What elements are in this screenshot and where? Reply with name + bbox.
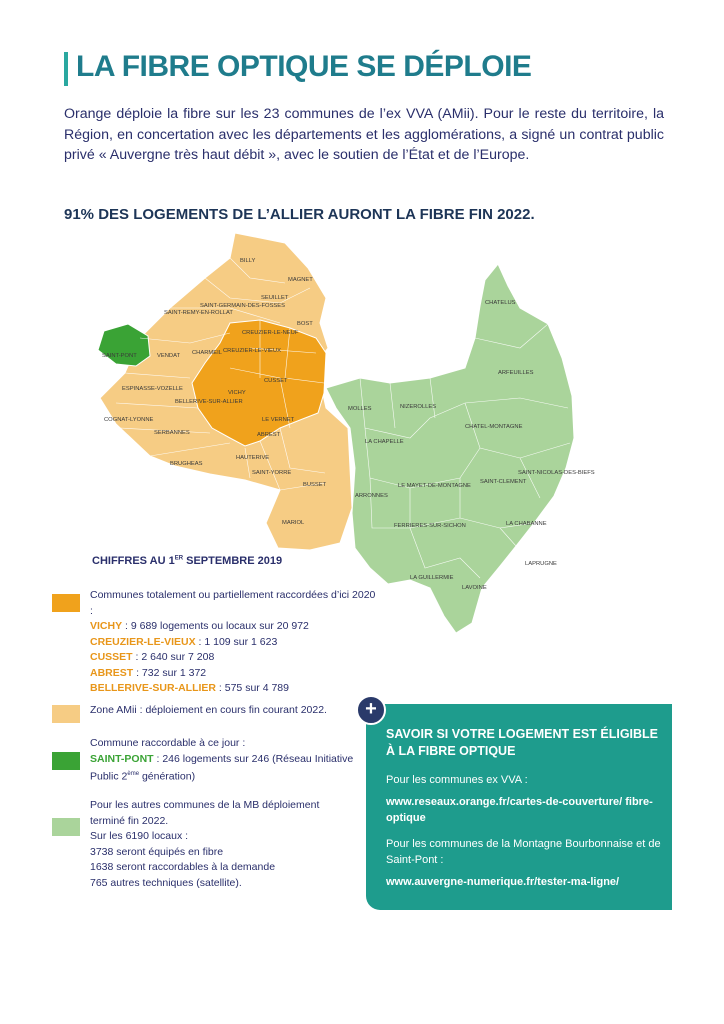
map-label: CHATEL-MONTAGNE <box>465 424 523 430</box>
map-label: SAINT-PONT <box>102 353 137 359</box>
eligibility-box <box>366 704 672 910</box>
map-label: LAVOINE <box>462 585 487 591</box>
map-label: BOST <box>297 321 313 327</box>
map-label: CHATELUS <box>485 300 516 306</box>
map-label: BRUGHEAS <box>170 461 203 467</box>
legend-saint-pont: Commune raccordable à ce jour : SAINT-PONT : 246 logements sur 246 (Réseau Initiative Public 2ème génération) <box>90 737 354 783</box>
map-label: BILLY <box>240 258 256 264</box>
map-label: LA CHABANNE <box>506 521 547 527</box>
plus-icon: + <box>356 695 386 725</box>
map-label: CREUZIER-LE-VIEUX <box>223 348 281 354</box>
map-label: CUSSET <box>264 378 288 384</box>
map-label: VICHY <box>228 390 246 396</box>
map-label: BUSSET <box>303 482 327 488</box>
eligibility-title: SAVOIR SI VOTRE LOGEMENT EST ÉLIGIBLE À LA FIBRE OPTIQUE <box>386 727 659 758</box>
vva-label: Pour les communes ex VVA : <box>386 774 528 786</box>
map-label: LE VERNET <box>262 417 295 423</box>
map-label: MOLLES <box>348 406 372 412</box>
map-label: SERBANNES <box>154 430 190 436</box>
map-label: ESPINASSE-VOZELLE <box>122 386 183 392</box>
map-label: HAUTERIVE <box>236 455 270 461</box>
vva-link[interactable]: www.reseaux.orange.fr/cartes-de-couverture/ fibre-optique <box>386 796 653 824</box>
map-label: LAPRUGNE <box>525 561 557 567</box>
legend-montagne: Pour les autres communes de la MB déploiement terminé fin 2022. Sur les 6190 locaux : 3738 seront équipés en fibre 1638 seront raccordables à la demande 765 autres techniques (satellite). <box>90 799 320 889</box>
map-label: ARRONNES <box>355 493 388 499</box>
title-accent-bar <box>64 52 68 86</box>
map-label: BELLERIVE-SUR-ALLIER <box>175 399 243 405</box>
legend-raccordees: Communes totalement ou partiellement raccordées d’ici 2020 : VICHY : 9 689 logements ou locaux sur 20 972 CREUZIER-LE-VIEUX : 1 109 sur 1 623 CUSSET : 2 640 sur 7 208 ABREST : 732 sur 1 372 BELLERIVE-SUR-ALLIER : 575 sur 4 789 <box>90 589 376 694</box>
map-label: ARFEUILLES <box>498 370 534 376</box>
map-label: ABREST <box>257 432 281 438</box>
legend-heading: CHIFFRES AU 1ER SEPTEMBRE 2019 <box>92 555 283 567</box>
map-label: COGNAT-LYONNE <box>104 417 154 423</box>
map-label: MAGNET <box>288 277 313 283</box>
legend-swatch-saint-pont <box>52 752 80 770</box>
map-label: SAINT-REMY-EN-ROLLAT <box>164 310 233 316</box>
legend-swatch-raccordees <box>52 594 80 612</box>
map-label: CHARMEIL <box>192 350 222 356</box>
map-label: SAINT-NICOLAS-DES-BIEFS <box>518 470 595 476</box>
legend-swatch-montagne <box>52 818 80 836</box>
map-label: MARIOL <box>282 520 305 526</box>
map-label: NIZEROLLES <box>400 404 437 410</box>
legend-amii: Zone AMii : déploiement en cours fin courant 2022. <box>90 704 327 716</box>
mb-link[interactable]: www.auvergne-numerique.fr/tester-ma-ligne/ <box>386 876 620 888</box>
map-label: SAINT-GERMAIN-DES-FOSSES <box>200 303 286 309</box>
map-label: FERRIERES-SUR-SICHON <box>394 523 466 529</box>
legend-swatch-amii <box>52 705 80 723</box>
commune-map <box>80 228 620 648</box>
map-label: SAINT-CLEMENT <box>480 479 527 485</box>
map-label: VENDAT <box>157 353 181 359</box>
map-label: SAINT-YORRE <box>252 470 292 476</box>
mb-label: Pour les communes de la Montagne Bourbonnaise et de Saint-Pont : <box>386 838 661 866</box>
map-label: LE MAYET-DE-MONTAGNE <box>398 483 471 489</box>
map-label: SEUILLET <box>261 295 289 301</box>
map-label: LA CHAPELLE <box>365 439 404 445</box>
map-label: LA GUILLERMIE <box>410 575 454 581</box>
page-title: LA FIBRE OPTIQUE SE DÉPLOIE <box>76 50 532 83</box>
map-label: CREUZIER-LE-NEUF <box>242 330 299 336</box>
intro-paragraph: Orange déploie la fibre sur les 23 communes de l’ex VVA (AMii). Pour le reste du territoire, la Région, en concertation avec les départements et les agglomérations, a signé un contrat public privé « Auvergne très haut débit », avec le soutien de l’État et de l’Europe. <box>64 106 664 163</box>
section-subtitle: 91% DES LOGEMENTS DE L’ALLIER AURONT LA FIBRE FIN 2022. <box>64 206 535 223</box>
map-zone-saint-pont <box>98 324 150 366</box>
